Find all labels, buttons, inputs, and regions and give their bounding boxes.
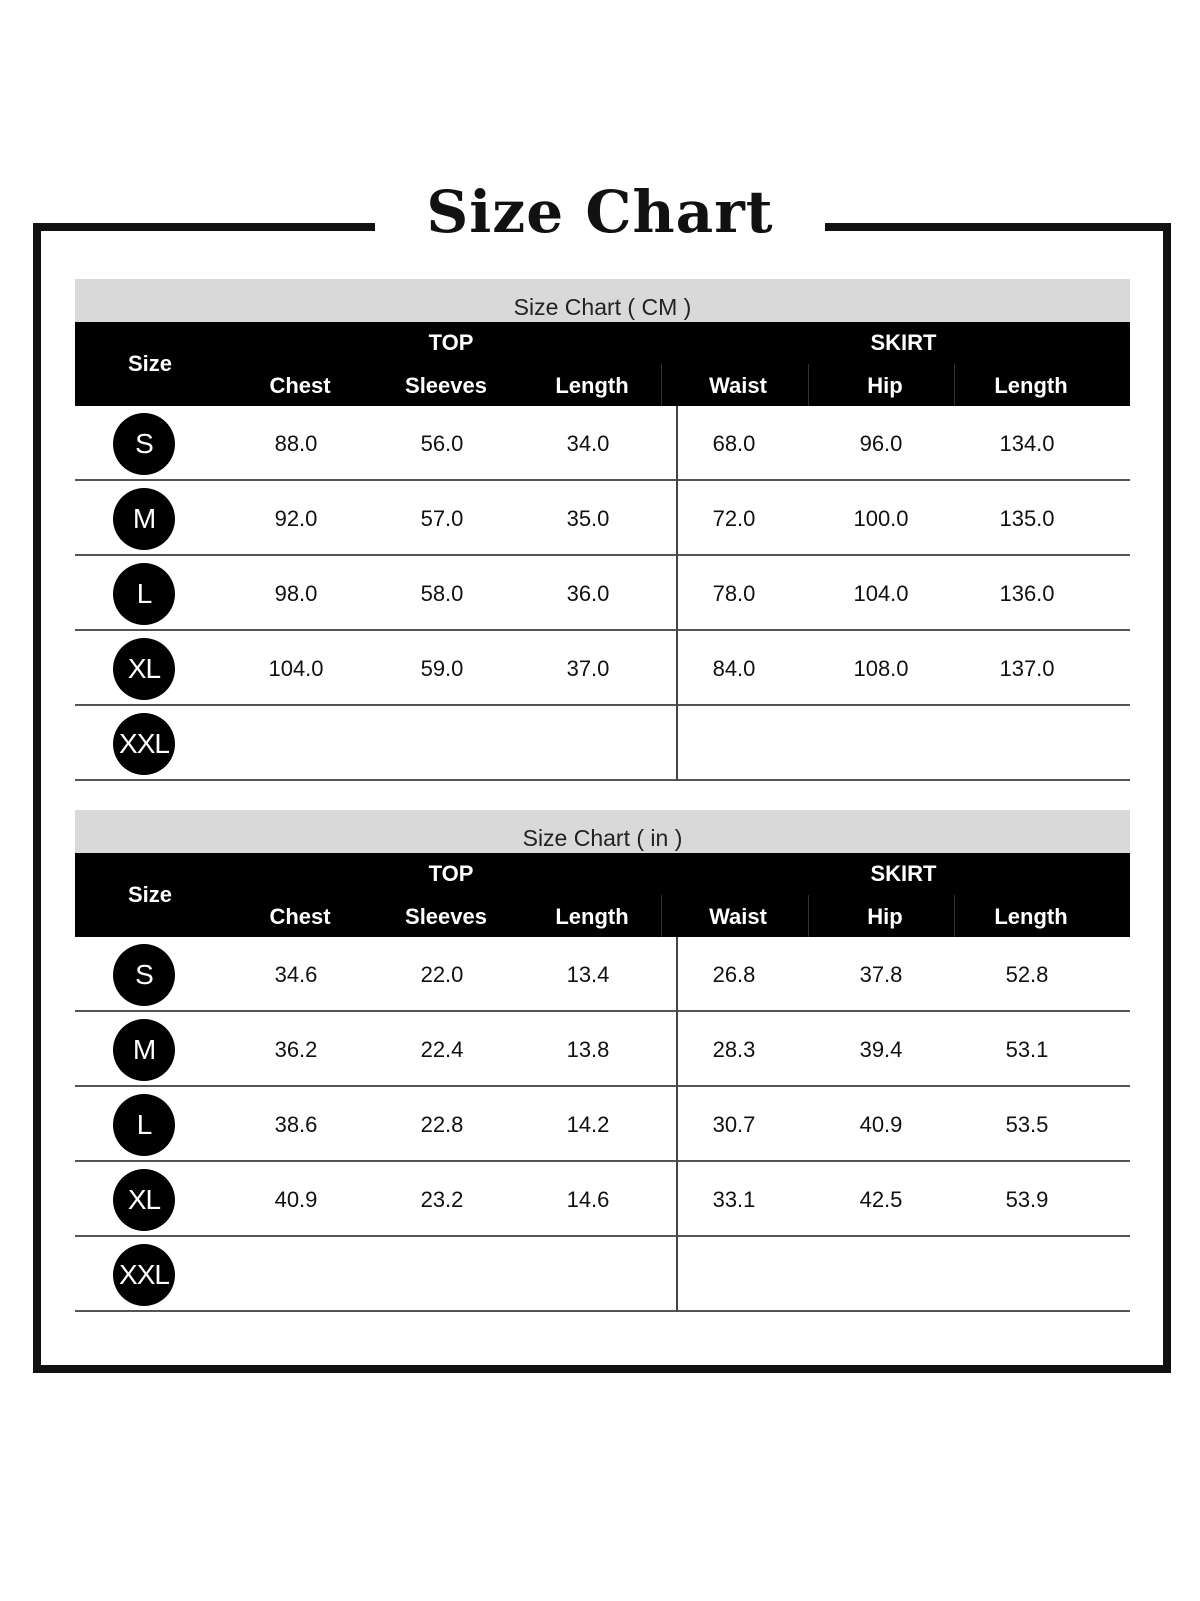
table-cell bbox=[808, 1237, 954, 1310]
table-cell: 33.1 bbox=[712, 1187, 756, 1212]
header-divider bbox=[954, 364, 955, 406]
table-cell: 136.0 bbox=[999, 581, 1055, 606]
table-cell: 37.8 bbox=[859, 962, 903, 987]
table-cell: 98.0 bbox=[274, 581, 318, 606]
table-cell bbox=[515, 706, 661, 779]
table-cell: 37.0 bbox=[566, 656, 610, 681]
table-cell: 22.4 bbox=[420, 1037, 464, 1062]
table-row bbox=[75, 937, 1130, 1012]
table-row bbox=[75, 1162, 1130, 1237]
table-cell: 39.4 bbox=[859, 1037, 903, 1062]
table-row bbox=[75, 1237, 1130, 1312]
page-title: Size Chart bbox=[426, 178, 774, 246]
top-group-header: TOP bbox=[428, 861, 474, 886]
table-row bbox=[75, 631, 1130, 706]
table-cell: 30.7 bbox=[712, 1112, 756, 1137]
table-row bbox=[75, 406, 1130, 481]
size-badge: L bbox=[113, 1094, 175, 1156]
size-column-header: Size bbox=[127, 351, 173, 376]
table-cell: 14.6 bbox=[566, 1187, 610, 1212]
column-header: Waist bbox=[709, 904, 767, 929]
table-cell: 22.0 bbox=[420, 962, 464, 987]
column-header: Hip bbox=[867, 373, 903, 398]
table-body bbox=[75, 937, 1130, 1312]
table-cell: 134.0 bbox=[999, 431, 1055, 456]
table-cell: 53.9 bbox=[1005, 1187, 1049, 1212]
table-cell: 56.0 bbox=[420, 431, 464, 456]
table-cell: 13.8 bbox=[566, 1037, 610, 1062]
column-header: Length bbox=[994, 904, 1068, 929]
size-table-in bbox=[75, 810, 1130, 1312]
table-row bbox=[75, 481, 1130, 556]
table-cell: 42.5 bbox=[859, 1187, 903, 1212]
table-cell: 104.0 bbox=[268, 656, 324, 681]
table-cell: 26.8 bbox=[712, 962, 756, 987]
table-cell: 58.0 bbox=[420, 581, 464, 606]
table-cell bbox=[954, 706, 1100, 779]
table-cell: 92.0 bbox=[274, 506, 318, 531]
table-cell: 40.9 bbox=[859, 1112, 903, 1137]
header-divider bbox=[808, 895, 809, 937]
table-header bbox=[75, 853, 1130, 937]
table-cell: 53.5 bbox=[1005, 1112, 1049, 1137]
top-group-header: TOP bbox=[428, 330, 474, 355]
table-cell: 23.2 bbox=[420, 1187, 464, 1212]
column-header: Chest bbox=[269, 373, 331, 398]
table-cell: 52.8 bbox=[1005, 962, 1049, 987]
table-cell: 22.8 bbox=[420, 1112, 464, 1137]
table-cell: 34.0 bbox=[566, 431, 610, 456]
column-header: Hip bbox=[867, 904, 903, 929]
table-cell: 68.0 bbox=[712, 431, 756, 456]
table-body bbox=[75, 406, 1130, 781]
size-column-header: Size bbox=[127, 882, 173, 907]
table-cell: 59.0 bbox=[420, 656, 464, 681]
column-header: Length bbox=[555, 373, 629, 398]
table-cell bbox=[515, 1237, 661, 1310]
table-cell: 34.6 bbox=[274, 962, 318, 987]
top-skirt-divider bbox=[676, 406, 678, 781]
table-cell bbox=[369, 1237, 515, 1310]
table-cell: 137.0 bbox=[999, 656, 1055, 681]
table-cell: 72.0 bbox=[712, 506, 756, 531]
skirt-group-header: SKIRT bbox=[870, 861, 937, 886]
table-cell: 135.0 bbox=[999, 506, 1055, 531]
size-badge: S bbox=[113, 413, 175, 475]
column-header: Waist bbox=[709, 373, 767, 398]
table-cell: 13.4 bbox=[566, 962, 610, 987]
table-cell bbox=[223, 706, 369, 779]
column-header: Length bbox=[555, 904, 629, 929]
table-cell: 36.0 bbox=[566, 581, 610, 606]
table-cell bbox=[954, 1237, 1100, 1310]
table-cell: 57.0 bbox=[420, 506, 464, 531]
table-cell bbox=[808, 706, 954, 779]
table-cell: 14.2 bbox=[566, 1112, 610, 1137]
table-cell: 35.0 bbox=[566, 506, 610, 531]
table-cell: 104.0 bbox=[853, 581, 909, 606]
table-cell: 36.2 bbox=[274, 1037, 318, 1062]
table-cell: 38.6 bbox=[274, 1112, 318, 1137]
unit-label: Size Chart ( CM ) bbox=[75, 279, 1130, 322]
table-header bbox=[75, 322, 1130, 406]
table-row bbox=[75, 1087, 1130, 1162]
table-cell bbox=[223, 1237, 369, 1310]
table-cell: 108.0 bbox=[853, 656, 909, 681]
column-header: Chest bbox=[269, 904, 331, 929]
table-cell: 96.0 bbox=[859, 431, 903, 456]
column-header: Length bbox=[994, 373, 1068, 398]
size-badge: M bbox=[113, 488, 175, 550]
size-badge: M bbox=[113, 1019, 175, 1081]
table-cell: 88.0 bbox=[274, 431, 318, 456]
header-divider bbox=[661, 895, 662, 937]
size-badge: S bbox=[113, 944, 175, 1006]
size-badge: XXL bbox=[113, 1244, 175, 1306]
header-divider bbox=[954, 895, 955, 937]
table-row bbox=[75, 556, 1130, 631]
size-badge: XL bbox=[113, 1169, 175, 1231]
size-badge: XXL bbox=[113, 713, 175, 775]
table-cell bbox=[661, 706, 807, 779]
table-row bbox=[75, 706, 1130, 781]
table-cell: 100.0 bbox=[853, 506, 909, 531]
column-header: Sleeves bbox=[405, 373, 487, 398]
size-table-cm bbox=[75, 279, 1130, 781]
top-skirt-divider bbox=[676, 937, 678, 1312]
table-cell bbox=[369, 706, 515, 779]
table-cell bbox=[661, 1237, 807, 1310]
table-cell: 78.0 bbox=[712, 581, 756, 606]
column-header: Sleeves bbox=[405, 904, 487, 929]
table-row bbox=[75, 1012, 1130, 1087]
header-divider bbox=[661, 364, 662, 406]
skirt-group-header: SKIRT bbox=[870, 330, 937, 355]
size-badge: XL bbox=[113, 638, 175, 700]
size-badge: L bbox=[113, 563, 175, 625]
table-cell: 28.3 bbox=[712, 1037, 756, 1062]
table-cell: 40.9 bbox=[274, 1187, 318, 1212]
unit-label: Size Chart ( in ) bbox=[75, 810, 1130, 853]
table-cell: 53.1 bbox=[1005, 1037, 1049, 1062]
table-cell: 84.0 bbox=[712, 656, 756, 681]
header-divider bbox=[808, 364, 809, 406]
